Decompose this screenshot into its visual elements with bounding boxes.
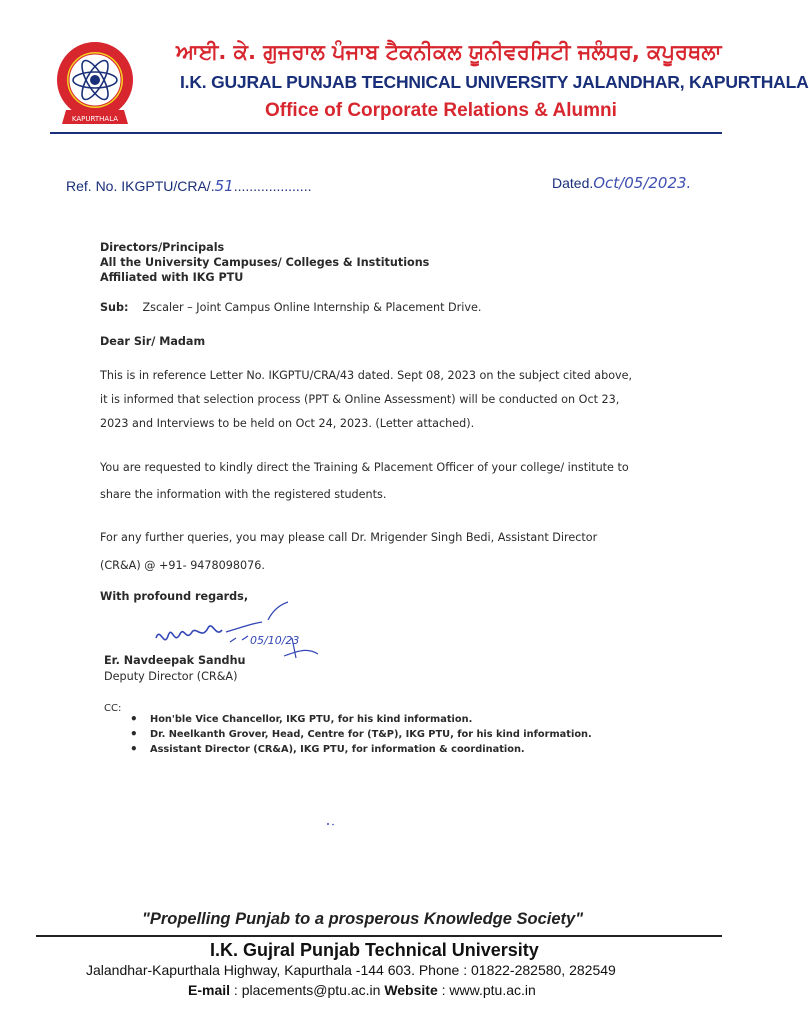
subject-line: [100, 301, 481, 314]
footer-address: Jalandhar-Kapurthala Highway, Kapurthala -144 603. Phone : 01822-282580, 282549: [86, 962, 616, 978]
footer-slogan: "Propelling Punjab to a prosperous Knowledge Society": [142, 910, 584, 928]
dated-label: Dated.: [552, 175, 594, 191]
signatory-name: Er. Navdeepak Sandhu: [104, 654, 246, 667]
email-link[interactable]: placements@ptu.ac.in: [241, 982, 381, 998]
reference-number: [66, 177, 311, 195]
paragraph-1: [100, 364, 632, 436]
dated-value: Oct/05/2023.: [593, 174, 692, 192]
stray-ink-dots: [326, 822, 336, 826]
subject-label: Sub:: [100, 301, 129, 314]
cc-label: CC:: [104, 703, 122, 714]
cc-item: • Dr. Neelkanth Grover, Head, Centre for (T&P), IKG PTU, for his kind information.: [130, 727, 592, 742]
closing-regards: With profound regards,: [100, 590, 249, 603]
university-logo: [52, 40, 138, 130]
cc-item: • Hon'ble Vice Chancellor, IKG PTU, for his kind information.: [130, 712, 592, 727]
reference-value: 51: [214, 177, 234, 195]
signatory-designation: Deputy Director (CR&A): [104, 670, 238, 683]
addressee-line: Directors/Principals: [100, 241, 225, 254]
letter-date: [552, 174, 691, 192]
header-title-punjabi: ਆਈ. ਕੇ. ਗੁਜਰਾਲ ਪੰਜਾਬ ਟੈਕਨੀਕਲ ਯੂਨੀਵਰਸਿਟੀ ਜਲੰਧਰ, ਕਪੂਰਥਲਾ: [176, 40, 722, 64]
paragraph-line: For any further queries, you may please call Dr. Mrigender Singh Bedi, Assistant Director: [100, 531, 598, 544]
paragraph-line: You are requested to kindly direct the Training & Placement Officer of your college/ institute to: [100, 461, 629, 474]
paragraph-line: it is informed that selection process (PPT & Online Assessment) will be conducted on Oct 23,: [100, 393, 620, 406]
paragraph-3: [100, 524, 597, 580]
email-label: E-mail: [188, 982, 231, 998]
paragraph-line: (CR&A) @ +91- 9478098076.: [100, 559, 265, 572]
paragraph-line: 2023 and Interviews to be held on Oct 24, 2023. (Letter attached).: [100, 417, 475, 430]
addressee-line: All the University Campuses/ Colleges & Institutions: [100, 256, 430, 269]
salutation: Dear Sir/ Madam: [100, 335, 206, 348]
cc-item: • Assistant Director (CR&A), IKG PTU, for information & coordination.: [130, 742, 592, 757]
reference-dots: ....................: [233, 178, 312, 194]
header-title-english: I.K. GUJRAL PUNJAB TECHNICAL UNIVERSITY JALANDHAR, KAPURTHALA: [180, 72, 809, 92]
footer-contact: E-mail : placements@ptu.ac.in Website : www.ptu.ac.in: [188, 982, 536, 998]
paragraph-line: share the information with the registered students.: [100, 488, 387, 501]
website-link[interactable]: www.ptu.ac.in: [449, 982, 536, 998]
header-office-name: Office of Corporate Relations & Alumni: [265, 100, 617, 121]
logo-banner-text: KAPURTHALA: [71, 115, 119, 123]
cc-list: [130, 712, 592, 757]
footer-divider: [36, 935, 722, 937]
reference-label: Ref. No. IKGPTU/CRA/.: [66, 178, 215, 194]
website-label: Website: [384, 982, 438, 998]
addressee-line: Affiliated with IKG PTU: [100, 271, 244, 284]
header-divider: [50, 132, 722, 134]
paragraph-line: This is in reference Letter No. IKGPTU/CRA/43 dated. Sept 08, 2023 on the subject cited above,: [100, 369, 633, 382]
paragraph-2: [100, 454, 629, 508]
subject-text: Zscaler – Joint Campus Online Internship & Placement Drive.: [142, 301, 482, 314]
addressee-block: [100, 240, 429, 285]
signature-date: 05/10/23: [250, 634, 300, 647]
footer-university-name: I.K. Gujral Punjab Technical University: [210, 940, 539, 960]
